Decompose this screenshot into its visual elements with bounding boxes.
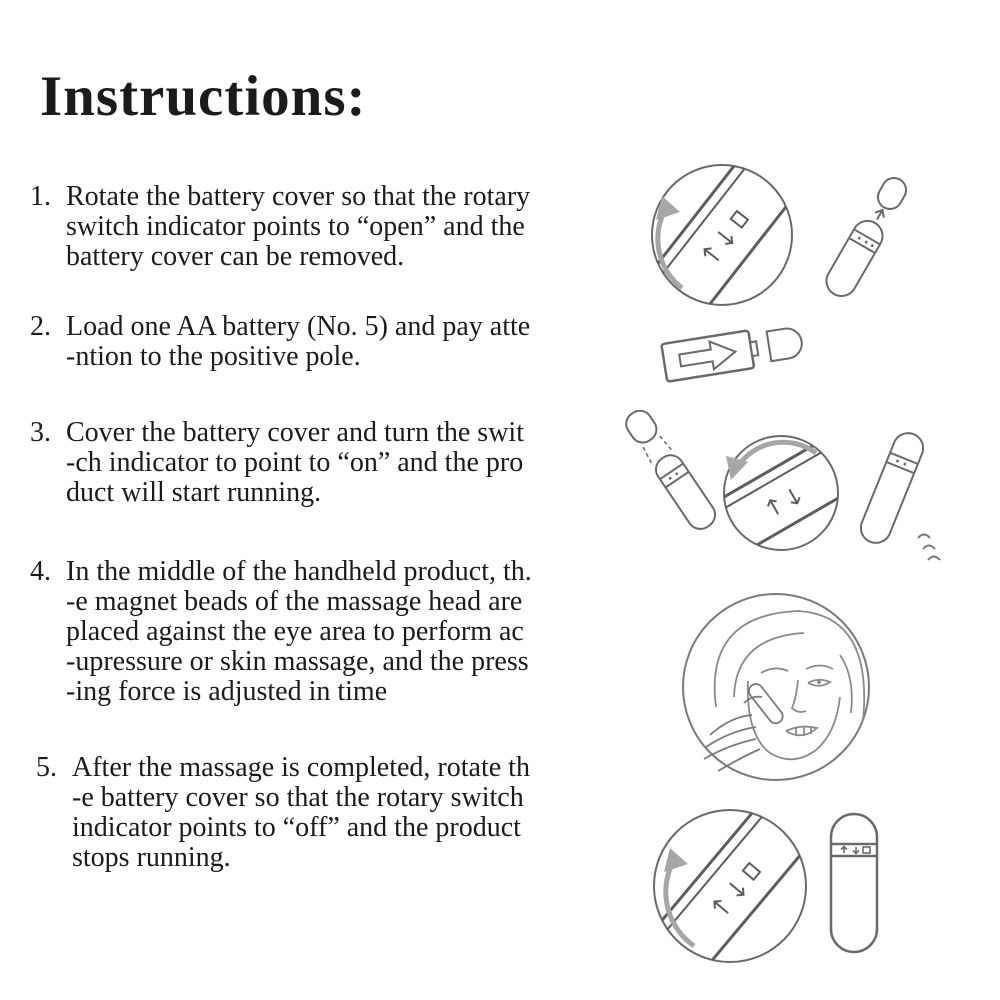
step-line: -ch indicator to point to “on” and the pro xyxy=(66,447,524,478)
step-line: indicator points to “off” and the product xyxy=(72,812,521,843)
page-title: Instructions: xyxy=(40,65,367,128)
step-line: -e magnet beads of the massage head are xyxy=(66,586,523,617)
step-line: duct will start running. xyxy=(66,477,322,508)
close-and-turn-on-diagram xyxy=(618,398,953,578)
step-number: 4. xyxy=(30,556,51,587)
load-battery-diagram xyxy=(650,300,840,400)
step-line: stops running. xyxy=(72,842,231,873)
step-line: Load one AA battery (No. 5) and pay atte xyxy=(66,311,531,342)
step-line: -upressure or skin massage, and the press xyxy=(66,646,529,677)
step-line: Cover the battery cover and turn the swit xyxy=(66,417,524,448)
step-4 xyxy=(30,557,630,707)
step-1 xyxy=(30,182,630,272)
vibration-marks xyxy=(918,535,940,561)
step-line: battery cover can be removed. xyxy=(66,241,405,272)
step-number: 1. xyxy=(30,181,51,212)
step-number: 3. xyxy=(30,417,51,448)
step-2 xyxy=(30,312,630,372)
step-line: After the massage is completed, rotate th xyxy=(72,752,530,783)
step-line: -ing force is adjusted in time xyxy=(66,676,388,707)
step-line: placed against the eye area to perform ac xyxy=(66,616,524,647)
rotate-to-off-diagram xyxy=(642,796,902,976)
step-line: -e battery cover so that the rotary switch xyxy=(72,782,524,813)
step-text xyxy=(72,753,636,873)
eye-massage-usage-diagram xyxy=(658,585,893,795)
step-line: -ntion to the positive pole. xyxy=(66,341,361,372)
step-number: 5. xyxy=(36,752,57,783)
step-text xyxy=(66,182,630,272)
rotate-to-open-diagram xyxy=(622,150,962,315)
step-3 xyxy=(30,418,630,508)
step-line: Rotate the battery cover so that the rotary xyxy=(66,181,531,212)
step-text xyxy=(66,312,630,372)
step-text xyxy=(66,557,630,707)
step-5 xyxy=(36,753,636,873)
step-number: 2. xyxy=(30,311,51,342)
step-text xyxy=(66,418,630,508)
step-line: switch indicator points to “open” and the xyxy=(66,211,525,242)
step-line: In the middle of the handheld product, th. xyxy=(66,556,532,587)
